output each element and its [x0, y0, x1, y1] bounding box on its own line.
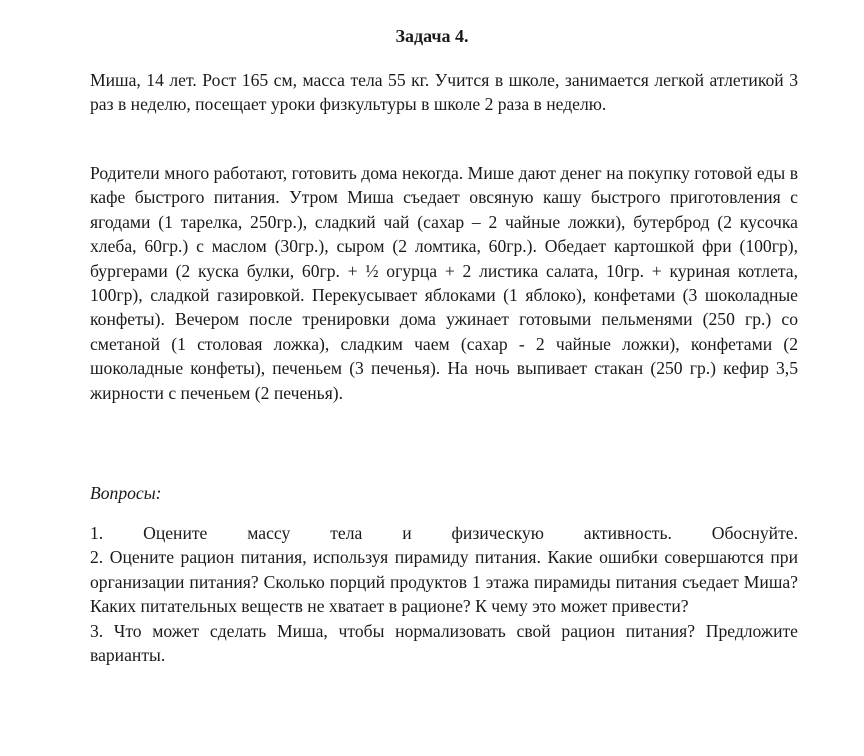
questions-list — [90, 521, 798, 667]
question-item: 2. Оцените рацион питания, используя пирамиду питания. Какие ошибки совершаются при организации питания? Сколько порций продуктов 1 этажа пирамиды питания съедает Миша? Каких питательных веществ не хватает в рационе? К чему это может привести? — [90, 547, 798, 617]
task-title: Задача 4. — [395, 26, 469, 46]
questions-heading: Вопросы: — [90, 483, 162, 503]
paragraph-student-info: Миша, 14 лет. Рост 165 см, масса тела 55 кг. Учится в школе, занимается легкой атлетикой 3 раз в неделю, посещает уроки физкультуры в школе 2 раза в неделю. — [90, 70, 798, 115]
paragraph-diet-description: Родители много работают, готовить дома некогда. Мише дают денег на покупку готовой еды в кафе быстрого питания. Утром Миша съедает овсяную кашу быстрого приготовления с ягодами (1 тарелка, 250гр.), сладкий чай (сахар – 2 чайные ложки), бутерброд (2 кусочка хлеба, 60гр.) с маслом (30гр.), сыром (2 ломтика, 60гр.). Обедает картошкой фри (100гр), бургерами (2 куска булки, 60гр. + ½ огурца + 2 листика салата, 10гр. + куриная котлета, 100гр), сладкой газировкой. Перекусывает яблоками (1 яблоко), конфетами (3 шоколадные конфеты). Вечером после тренировки дома ужинает готовыми пельменями (250 гр.) со сметаной (1 столовая ложка), сладким чаем (сахар - 2 чайные ложки), конфетами (2 шоколадные конфеты), печеньем (3 печенья). На ночь выпивает стакан (250 гр.) кефир 3,5 жирности с печеньем (2 печенья). — [90, 163, 798, 403]
question-item: 1. Оцените массу тела и физическую активность. Обоснуйте. — [90, 523, 798, 543]
question-item: 3. Что может сделать Миша, чтобы нормализовать свой рацион питания? Предложите варианты. — [90, 620, 798, 666]
